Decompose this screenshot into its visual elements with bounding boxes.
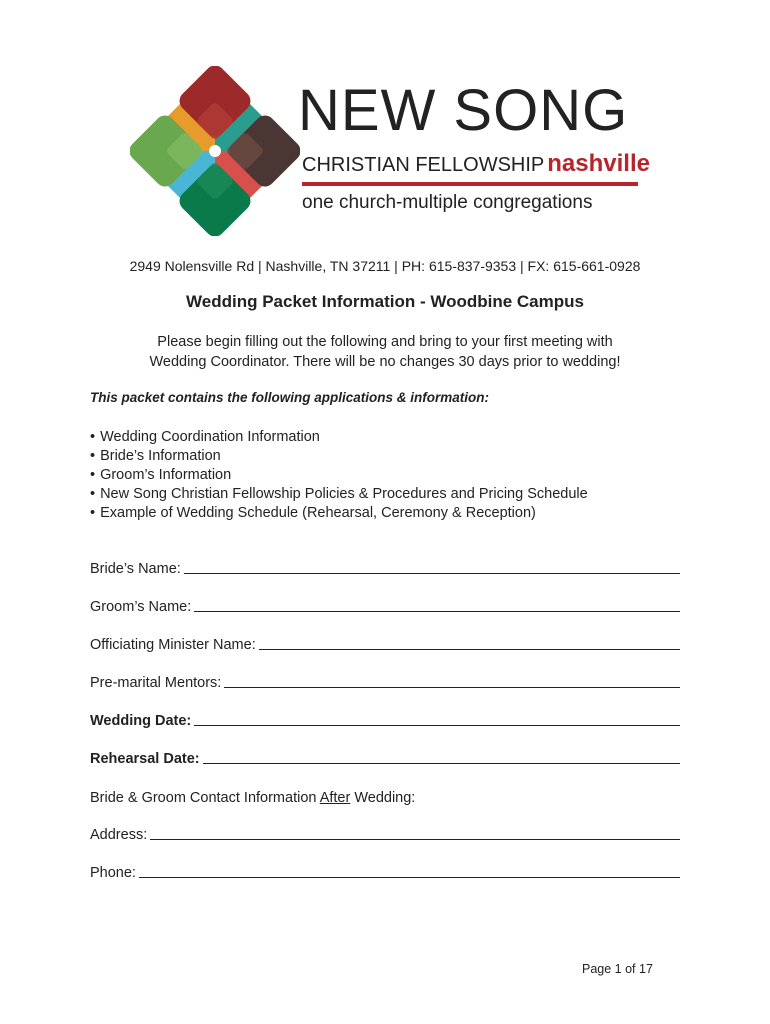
bride-name-label: Bride’s Name: [90, 561, 181, 577]
minister-name-field[interactable] [90, 637, 680, 653]
groom-name-field[interactable] [90, 599, 680, 615]
page-title: Wedding Packet Information - Woodbine Campus [186, 292, 584, 311]
intro-line-2: Wedding Coordinator. There will be no changes 30 days prior to wedding! [149, 354, 621, 370]
address-label: Address: [90, 827, 148, 843]
intro-line-1: Please begin filling out the following and bring to your first meeting with [157, 334, 613, 350]
contact-heading-before: Bride & Groom Contact Information [90, 790, 320, 806]
phone-line[interactable] [139, 876, 680, 878]
logo-wordmark: NEW SONG [298, 78, 629, 143]
contact-heading-underlined: After [319, 790, 351, 806]
mentors-label: Pre-marital Mentors: [90, 675, 222, 691]
mentors-line[interactable] [224, 686, 680, 688]
page-number: Page 1 of 17 [582, 962, 653, 976]
list-item: • Example of Wedding Schedule (Rehearsal, Ceremony & Reception) [90, 504, 588, 523]
rehearsal-date-field[interactable] [90, 751, 680, 767]
groom-name-label: Groom’s Name: [90, 599, 192, 615]
address-line[interactable] [150, 838, 680, 840]
groom-name-line[interactable] [194, 610, 680, 612]
logo-subtitle [302, 152, 650, 176]
minister-name-label: Officiating Minister Name: [90, 637, 256, 653]
logo-divider [302, 182, 638, 186]
list-item: • Groom’s Information [90, 466, 588, 485]
list-item: • Bride’s Information [90, 447, 588, 466]
church-address: 2949 Nolensville Rd | Nashville, TN 37211 | PH: 615-837-9353 | FX: 615-661-0928 [129, 258, 641, 274]
wedding-date-label: Wedding Date: [90, 713, 192, 729]
phone-label: Phone: [90, 865, 136, 881]
phone-field[interactable] [90, 865, 680, 881]
contents-heading: This packet contains the following applications & information: [90, 390, 490, 405]
church-logo-icon [130, 66, 300, 236]
wedding-date-line[interactable] [194, 724, 680, 726]
contact-heading-after: Wedding: [350, 790, 416, 806]
wedding-date-field[interactable] [90, 713, 680, 729]
logo-tagline: one church-multiple congregations [302, 192, 593, 213]
intro-text [0, 332, 770, 372]
rehearsal-date-label: Rehearsal Date: [90, 751, 200, 767]
logo-subtitle-main: CHRISTIAN FELLOWSHIP [302, 154, 545, 176]
list-item: • New Song Christian Fellowship Policies & Procedures and Pricing Schedule [90, 485, 588, 504]
rehearsal-date-line[interactable] [203, 762, 680, 764]
bride-name-field[interactable] [90, 561, 680, 577]
mentors-field[interactable] [90, 675, 680, 691]
address-field[interactable] [90, 827, 680, 843]
list-item: • Wedding Coordination Information [90, 428, 588, 447]
logo-subtitle-city: nashville [547, 150, 650, 177]
contents-list [90, 428, 588, 523]
bride-name-line[interactable] [184, 572, 680, 574]
minister-name-line[interactable] [259, 648, 680, 650]
contact-heading [90, 790, 415, 806]
